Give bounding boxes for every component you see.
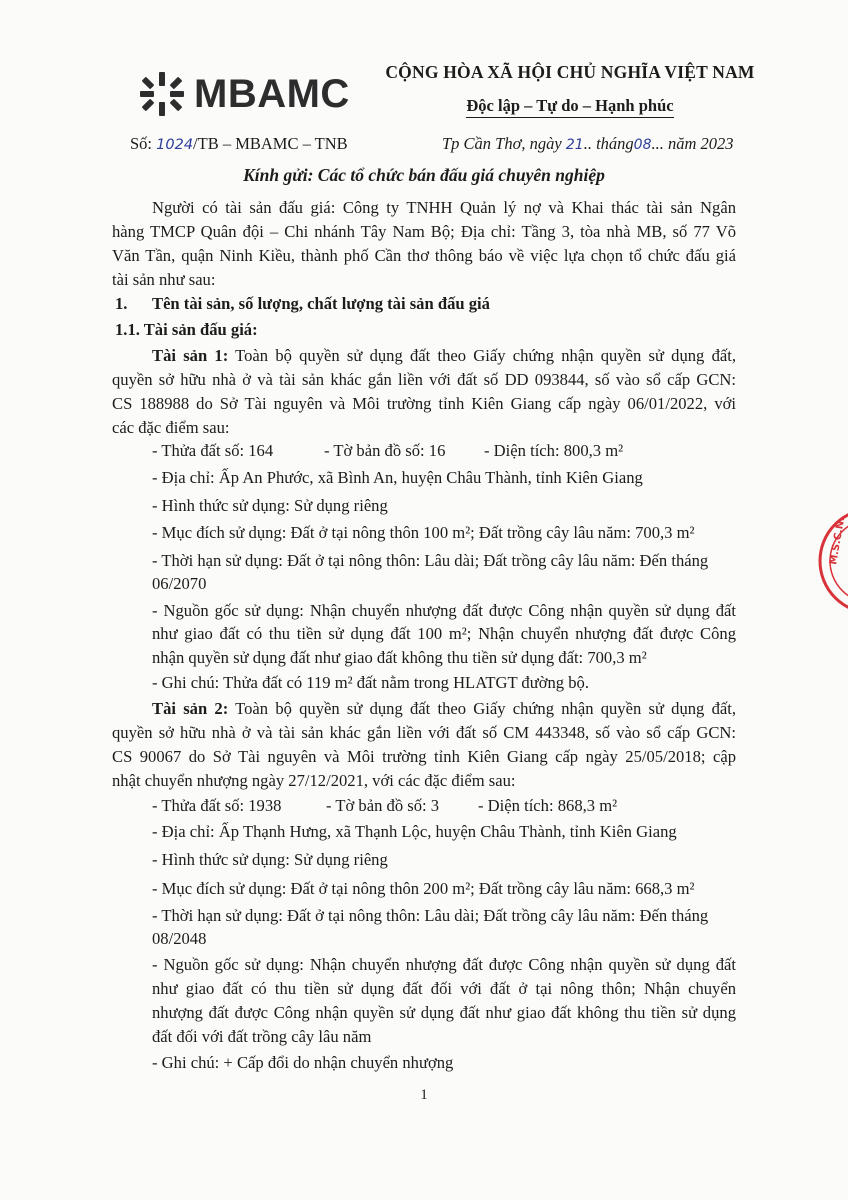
asset2-line <box>152 699 736 719</box>
salutation <box>0 165 848 186</box>
date-line <box>442 134 734 154</box>
asset2-line: nhật chuyển nhượng ngày 27/12/2021, với các đặc điểm sau: <box>112 771 516 790</box>
asset2-line: quyền sở hữu nhà ở và tài sản khác gắn liền với đất số CM 443348, số vào sổ cấp GCN: <box>112 723 736 742</box>
docnum-prefix: Số: <box>130 134 157 153</box>
intro-line: tài sản như sau: <box>112 270 216 289</box>
asset2-origin: - Nguồn gốc sử dụng: Nhận chuyển nhượng đất được Công nhận quyền sử dụng đất <box>152 955 736 974</box>
asset1-address: - Địa chỉ: Ấp An Phước, xã Bình An, huyện Châu Thành, tỉnh Kiên Giang <box>152 468 643 487</box>
asset1-line <box>152 346 736 366</box>
intro-line: Văn Tần, quận Ninh Kiều, thành phố Cần thơ thông báo về việc lựa chọn tổ chức đấu giá <box>112 246 736 265</box>
date-place: Tp Cần Thơ, ngày <box>442 134 566 153</box>
asset2-note: - Ghi chú: + Cấp đổi do nhận chuyển nhượng <box>152 1053 454 1072</box>
logo-text: MBAMC <box>194 71 350 116</box>
date-month: 08 <box>633 137 652 153</box>
asset2-label: Tài sản 2: <box>152 699 229 718</box>
asset2-line: CS 90067 do Sở Tài nguyên và Môi trường tỉnh Kiên Giang cấp ngày 25/05/2018; cập <box>112 747 736 766</box>
asset2-origin: đất đối với đất trồng cây lâu năm <box>152 1027 372 1046</box>
asset1-origin: - Nguồn gốc sử dụng: Nhận chuyển nhượng đất được Công nhận quyền sử dụng đất <box>152 601 736 620</box>
asset1-origin: như giao đất có thu tiền sử dụng đất 100 m²; Nhận chuyển nhượng đất được Công <box>152 624 736 643</box>
nation-title: CỘNG HÒA XÃ HỘI CHỦ NGHĨA VIỆT NAM <box>385 62 755 82</box>
asset2-address: - Địa chỉ: Ấp Thạnh Hưng, xã Thạnh Lộc, huyện Châu Thành, tỉnh Kiên Giang <box>152 822 677 841</box>
intro-line: Người có tài sản đấu giá: Công ty TNHH Quản lý nợ và Khai thác tài sản Ngân <box>152 198 736 217</box>
asset2-parcel: - Thửa đất số: 1938 <box>152 796 282 815</box>
asset1-line: CS 188988 do Sở Tài nguyên và Môi trường tỉnh Kiên Giang cấp ngày 06/01/2022, với <box>112 394 736 413</box>
asset1-label: Tài sản 1: <box>152 346 229 365</box>
nation-motto: Độc lập – Tự do – Hạnh phúc <box>466 96 673 118</box>
svg-text:M.S.C.N.: M.S.C.N. <box>828 516 848 566</box>
asset1-parcel: - Thửa đất số: 164 <box>152 441 274 460</box>
asset2-usage-form: - Hình thức sử dụng: Sử dụng riêng <box>152 850 388 869</box>
date-day: 21 <box>565 137 584 153</box>
date-tail: ... năm 2023 <box>651 134 734 153</box>
asset1-usage-form: - Hình thức sử dụng: Sử dụng riêng <box>152 496 388 515</box>
asset1-line: các đặc điểm sau: <box>112 418 230 437</box>
salutation-recipient: Các tổ chức bán đấu giá chuyên nghiệp <box>317 165 605 185</box>
asset1-term: - Thời hạn sử dụng: Đất ở tại nông thôn: Lâu dài; Đất trồng cây lâu năm: Đến tháng <box>152 551 709 570</box>
asset2-origin: nhượng đất được Công nhận quyền sử dụng đất như giao đất không thu tiền sử dụng <box>152 1003 736 1022</box>
asset2-area: - Diện tích: 868,3 m² <box>478 796 618 815</box>
mbamc-logo <box>136 68 350 120</box>
asset1-origin: nhận quyền sử dụng đất như giao đất không thu tiền sử dụng đất: 700,3 m² <box>152 648 647 667</box>
asset2-term: - Thời hạn sử dụng: Đất ở tại nông thôn: Lâu dài; Đất trồng cây lâu năm: Đến tháng <box>152 906 709 925</box>
star-burst-icon <box>136 68 188 120</box>
asset2-text: Toàn bộ quyền sử dụng đất theo Giấy chứng nhận quyền sử dụng đất, <box>228 699 737 718</box>
asset1-line: quyền sở hữu nhà ở và tài sản khác gắn liền với đất số DD 093844, số vào sổ cấp GCN: <box>112 370 736 389</box>
asset2-purpose: - Mục đích sử dụng: Đất ở tại nông thôn 200 m²; Đất trồng cây lâu năm: 668,3 m² <box>152 879 695 898</box>
date-mid: .. tháng <box>583 134 634 153</box>
asset1-area: - Diện tích: 800,3 m² <box>484 441 624 460</box>
asset1-map: - Tờ bản đồ số: 16 <box>324 441 446 460</box>
asset1-purpose: - Mục đích sử dụng: Đất ở tại nông thôn 100 m²; Đất trồng cây lâu năm: 700,3 m² <box>152 523 695 542</box>
document-number <box>130 134 348 154</box>
asset1-text: Toàn bộ quyền sử dụng đất theo Giấy chứng nhận quyền sử dụng đất, <box>228 346 737 365</box>
intro-line: hàng TMCP Quân đội – Chi nhánh Tây Nam Bộ; Địa chỉ: Tầng 3, tòa nhà MB, số 77 Võ <box>112 222 736 241</box>
red-seal-stamp <box>816 505 848 617</box>
docnum-suffix: /TB – MBAMC – TNB <box>193 134 348 153</box>
asset1-note: - Ghi chú: Thửa đất có 119 m² đất nằm trong HLATGT đường bộ. <box>152 673 589 692</box>
section-number: 1. <box>115 294 128 313</box>
docnum-handwritten: 1024 <box>156 137 194 153</box>
asset2-term: 08/2048 <box>152 929 207 948</box>
subsection-title: 1.1. Tài sản đấu giá: <box>115 320 258 339</box>
asset2-map: - Tờ bản đồ số: 3 <box>326 796 440 815</box>
page-number: 1 <box>420 1087 428 1103</box>
asset2-origin: như giao đất có thu tiền sử dụng đất đối với đất ở tại nông thôn; Nhận chuyển <box>152 979 736 998</box>
section-title: Tên tài sản, số lượng, chất lượng tài sản đấu giá <box>152 294 490 313</box>
nation-header <box>380 62 760 118</box>
salutation-label: Kính gửi: <box>243 165 318 185</box>
asset1-term: 06/2070 <box>152 574 207 593</box>
